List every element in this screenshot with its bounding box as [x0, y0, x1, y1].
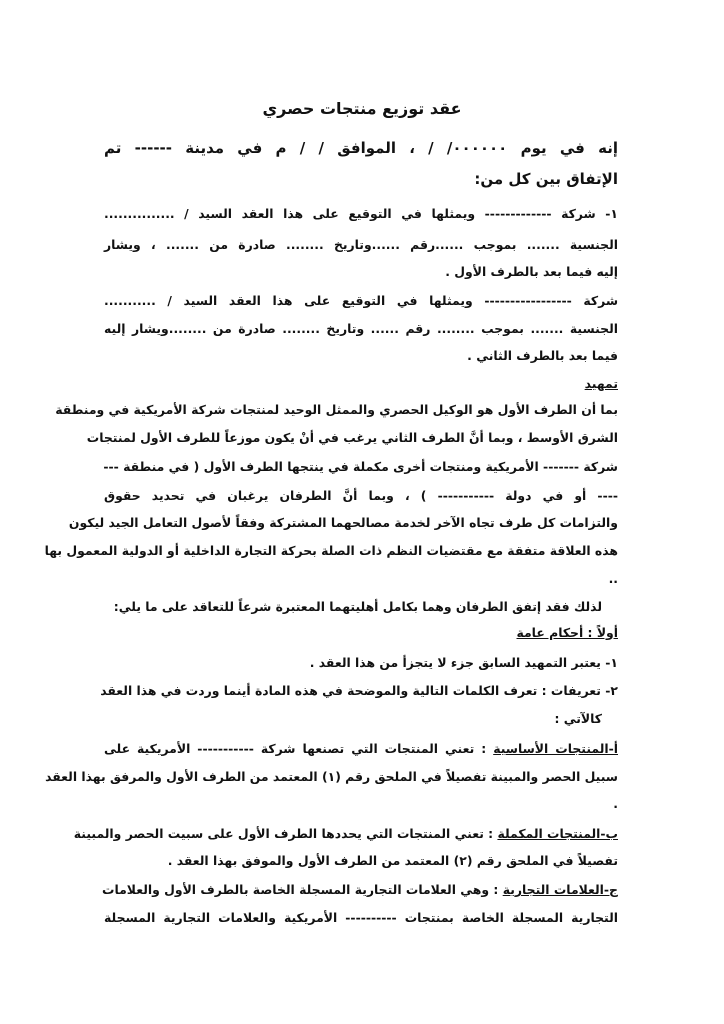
preamble-line-6: هذه العلاقة متفقة مع مقتضيات النظم ذات الصلة بحركة التجارة الداخلية أو الدولية المعمول بها: [44, 543, 618, 558]
preamble-line-1: بما أن الطرف الأول هو الوكيل الحصري والممثل الوحيد لمنتجات شركة الأمريكية في ومنطقة: [55, 402, 618, 417]
preamble-line-7: ..: [608, 571, 618, 586]
opening-line: إنه في يوم ٠٠٠٠٠٠/ / ، الموافق / / م في مدينة ------ تم: [104, 139, 618, 157]
document-title: عقد توزيع منتجات حصري: [262, 99, 462, 118]
def-a-text: : تعني المنتجات التي تصنعها شركة ----------- الأمريكية على: [104, 741, 494, 756]
party2-line-3: فيما بعد بالطرف الثاني .: [467, 348, 618, 363]
def-a-label: أ-المنتجات الأساسية: [493, 741, 618, 756]
def-b-line-1: [73, 825, 618, 843]
def-b-label: ب-المنتجات المكملة: [497, 826, 618, 841]
party1-line-1: ١- شركة ------------- ويمثلها في التوقيع على هذا العقد السيد / ...............: [104, 206, 618, 221]
party1-line-3: إليه فيما بعد بالطرف الأول .: [445, 264, 618, 279]
section1-heading: أولاً : أحكام عامة: [516, 625, 618, 640]
def-a-line-3: .: [613, 796, 618, 811]
agreement-intro: لذلك فقد إتفق الطرفان وهما بكامل أهليتهما المعتبرة شرعاً للتعاقد على ما يلي:: [113, 599, 602, 614]
preamble-line-3: شركة ------- الأمريكية ومنتجات أخرى مكملة في ينتجها الطرف الأول ( في منطقة ---: [103, 459, 618, 474]
preamble-line-2: الشرق الأوسط ، وبما أنَّ الطرف الثاني يرغب في أنْ يكون موزعاً للطرف الأول لمنتجات: [86, 430, 618, 445]
preamble-line-4: ---- أو في دولة ----------- ) ، وبما أنَّ الطرفان يرغبان في تحديد حقوق: [104, 488, 618, 503]
def-a-line-1: [104, 740, 618, 758]
agreement-between: الإتفاق بين كل من:: [474, 170, 618, 188]
preamble-heading: تمهيد: [584, 376, 618, 391]
def-c-label: ج-العلامات التجارية: [502, 882, 618, 897]
party2-line-1: شركة ----------------- ويمثلها في التوقيع على هذا العقد السيد / ...........: [104, 293, 618, 308]
preamble-line-5: والتزامات كل طرف تجاه الآخر لخدمة مصالحهما المشتركة وفقاً لأصول التعامل الجيد ليكون: [68, 515, 618, 530]
clause-2-cont: كالآتي :: [554, 711, 602, 726]
def-c-text: : وهي العلامات التجارية المسجلة الخاصة بالطرف الأول والعلامات: [102, 882, 503, 897]
def-c-line-1: [104, 881, 618, 899]
def-a-line-2: سبيل الحصر والمبينة تفصيلاً في الملحق رقم (١) المعتمد من الطرف الأول والمرفق بهذا العقد: [45, 769, 618, 784]
clause-2: ٢- تعريفات : تعرف الكلمات التالية والموضحة في هذه المادة أينما وردت في هذا العقد: [100, 683, 618, 698]
def-b-text: : تعني المنتجات التي يحددها الطرف الأول على سبيت الحصر والمبينة: [73, 826, 498, 841]
party1-line-2: الجنسية ....... بموجب ......رقم ......وتاريخ ........ صادرة من ....... ، ويشار: [104, 237, 618, 252]
def-b-line-2: تفصيلاً في الملحق رقم (٢) المعتمد من الطرف الأول والموفق بهذا العقد .: [167, 853, 618, 868]
clause-1: ١- يعتبر التمهيد السابق جزء لا يتجزأ من هذا العقد .: [309, 655, 618, 670]
def-c-line-2: التجارية المسجلة الخاصة بمنتجات ---------- الأمريكية والعلامات التجارية المسجلة: [104, 910, 618, 925]
party2-line-2: الجنسية ....... بموجب ........ رقم ...... وتاريخ ........ صادرة من ........ويشار إليه: [104, 321, 618, 336]
